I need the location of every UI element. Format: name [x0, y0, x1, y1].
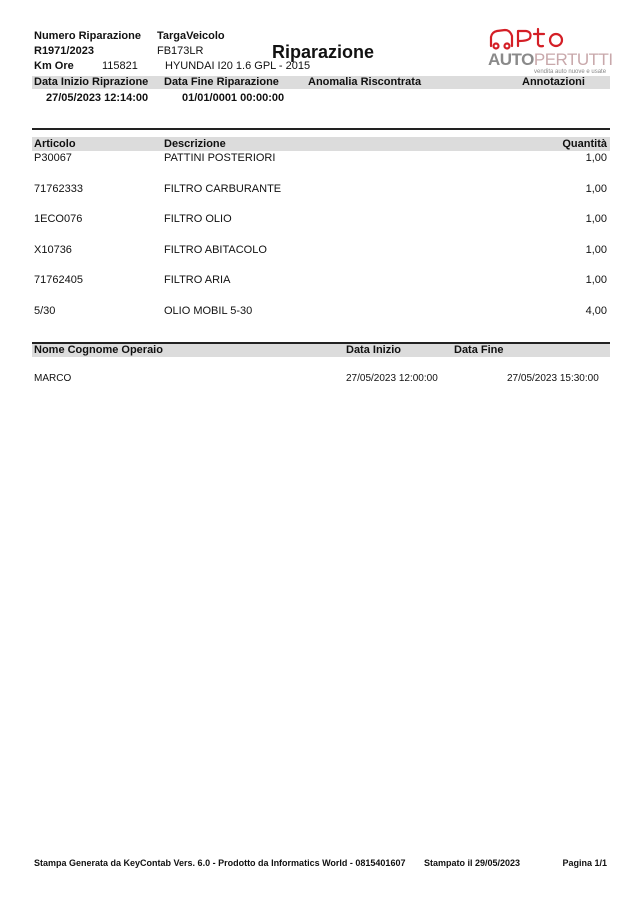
- operator-end: 27/05/2023 15:30:00: [507, 373, 599, 384]
- article-code: X10736: [34, 243, 72, 256]
- col-nome-operaio: Nome Cognome Operaio: [34, 344, 163, 356]
- article-quantity: 1,00: [585, 152, 607, 164]
- operator-start: 27/05/2023 12:00:00: [346, 373, 438, 384]
- data-inizio-label: Data Inizio Riprazione: [34, 76, 149, 88]
- article-description: FILTRO CARBURANTE: [164, 182, 282, 195]
- article-code: P30067: [34, 152, 72, 164]
- col-articolo: Articolo: [34, 138, 76, 150]
- article-quantity: 1,00: [585, 274, 607, 286]
- logo-brand-b: PERTUTTI: [533, 50, 613, 69]
- data-inizio-value: 27/05/2023 12:14:00: [46, 92, 149, 104]
- article-code: 71762333: [34, 182, 83, 195]
- article-code: 5/30: [34, 304, 56, 317]
- km-label: Km Ore: [34, 60, 74, 72]
- article-quantity: 1,00: [585, 243, 607, 256]
- article-quantity: 4,00: [585, 304, 607, 317]
- article-quantity: 1,00: [585, 213, 607, 225]
- numero-value: R1971/2023: [34, 45, 94, 57]
- col-op-inizio: Data Inizio: [346, 344, 402, 356]
- vehicle-description: HYUNDAI I20 1.6 GPL - 2015: [165, 60, 311, 72]
- targa-value: FB173LR: [157, 45, 204, 57]
- targa-label: TargaVeicolo: [157, 30, 225, 42]
- section-divider: [32, 128, 610, 130]
- article-quantity: 1,00: [585, 182, 607, 195]
- footer-printed: Stampato il 29/05/2023: [424, 858, 521, 868]
- article-description: FILTRO OLIO: [164, 213, 232, 225]
- col-op-fine: Data Fine: [454, 344, 504, 356]
- article-code: 1ECO076: [34, 213, 83, 225]
- data-fine-label: Data Fine Riparazione: [164, 76, 279, 88]
- page-title: Riparazione: [272, 42, 375, 62]
- company-logo: [486, 26, 612, 78]
- col-descrizione: Descrizione: [164, 138, 226, 150]
- data-fine-value: 01/01/0001 00:00:00: [182, 92, 285, 104]
- article-description: OLIO MOBIL 5-30: [164, 304, 253, 317]
- km-value: 115821: [102, 60, 138, 72]
- logo-tagline: vendita auto nuove e usate: [534, 69, 607, 75]
- article-description: PATTINI POSTERIORI: [164, 152, 276, 164]
- article-description: FILTRO ABITACOLO: [164, 243, 267, 256]
- annotazioni-label: Annotazioni: [522, 76, 585, 88]
- numero-label: Numero Riparazione: [34, 30, 141, 42]
- anomalia-label: Anomalia Riscontrata: [308, 76, 422, 88]
- operator-name: MARCO: [34, 373, 72, 384]
- article-description: FILTRO ARIA: [164, 274, 231, 286]
- article-code: 71762405: [34, 274, 83, 286]
- footer-page: Pagina 1/1: [562, 858, 607, 868]
- footer-generated: Stampa Generata da KeyContab Vers. 6.0 - Prodotto da Informatics World - 0815401607: [34, 858, 406, 868]
- col-quantita: Quantità: [562, 138, 607, 150]
- car-logo-icon: [488, 26, 568, 50]
- logo-brand-a: AUTO: [488, 50, 534, 69]
